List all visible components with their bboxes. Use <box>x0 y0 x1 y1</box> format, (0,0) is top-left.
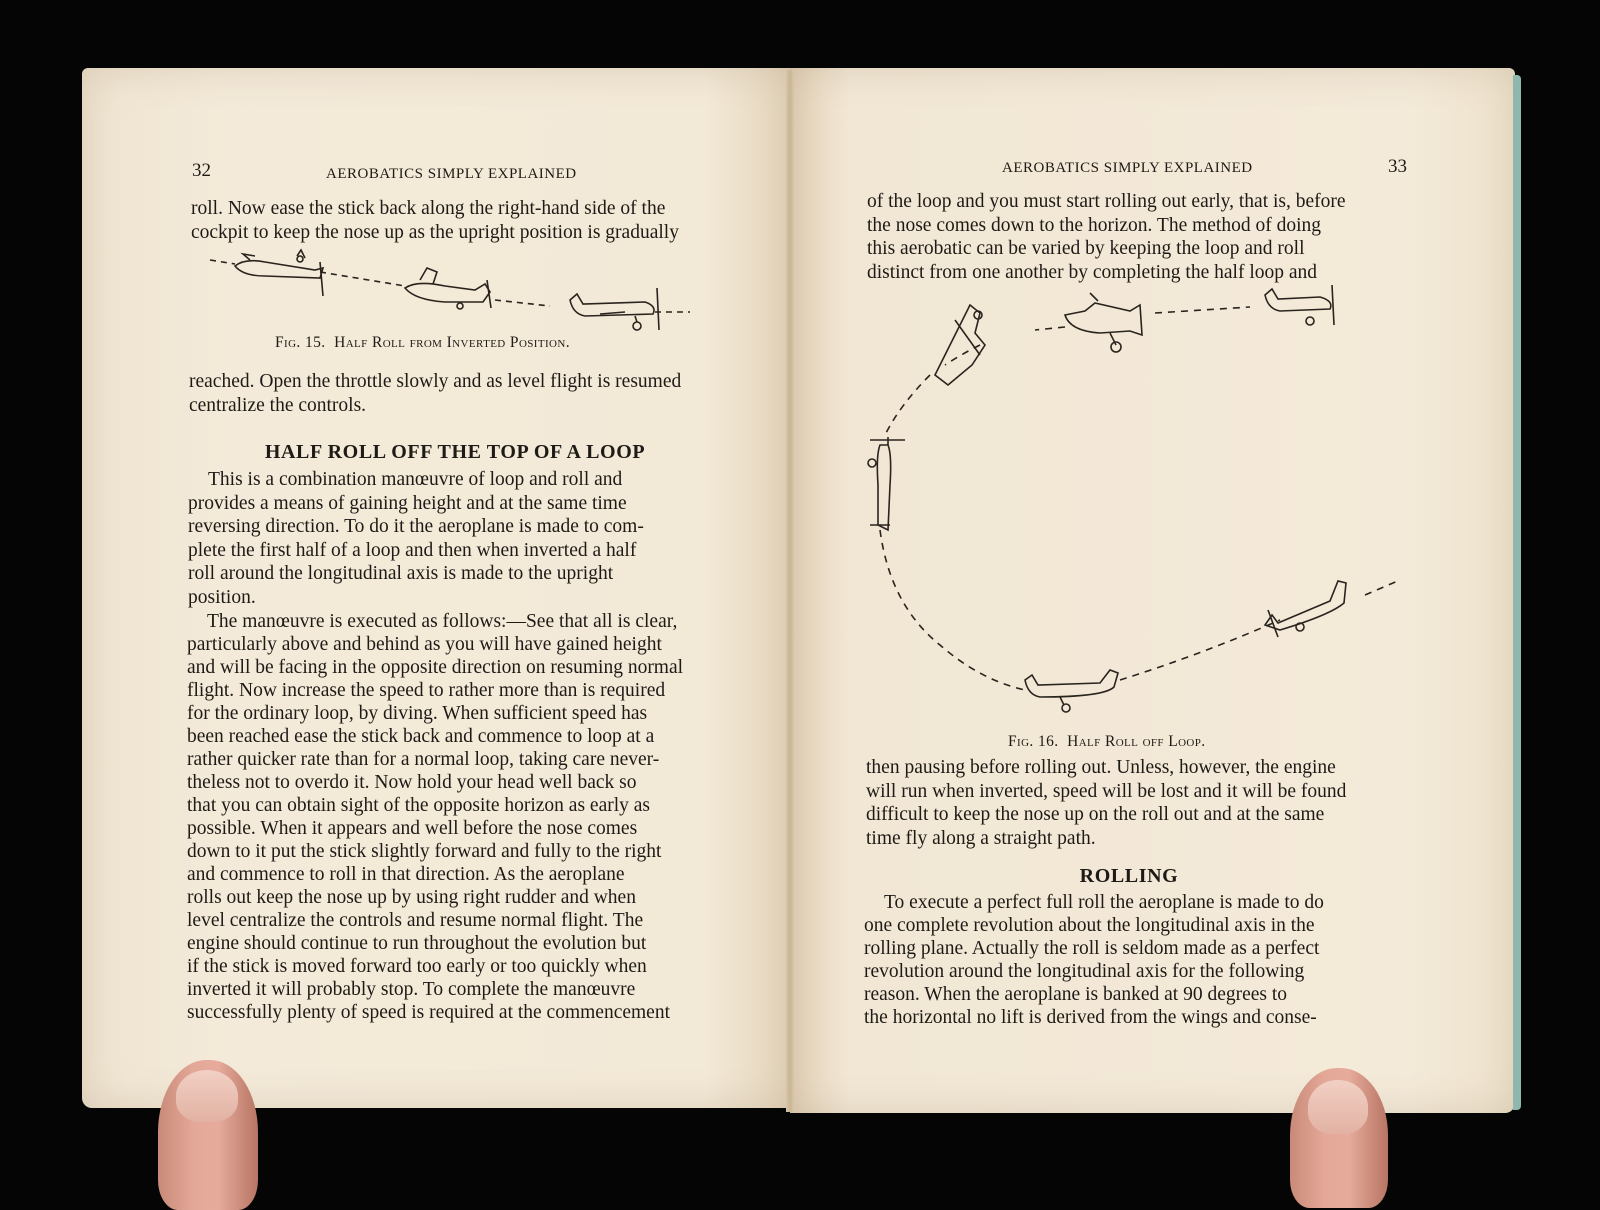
figure-15-caption <box>275 334 570 352</box>
figure-15-illustration <box>205 250 725 345</box>
text-line: reversing direction. To do it the aeroplane is made to com- <box>188 516 644 537</box>
rolling-plane-top-drawing <box>935 305 985 385</box>
book-gutter <box>786 70 794 1112</box>
left-paragraph-1 <box>188 468 720 609</box>
bottom-plane-drawing <box>1025 670 1118 712</box>
left-paragraph-2 <box>187 610 719 1024</box>
right-section-heading: ROLLING <box>1079 865 1179 887</box>
text-line: one complete revolution about the longitudinal axis in the <box>864 915 1315 936</box>
left-section-heading: HALF ROLL OFF THE TOP OF A LOOP <box>264 441 646 463</box>
text-line: difficult to keep the nose up on the roll out and at the same <box>866 804 1325 825</box>
text-line: reached. Open the throttle slowly and as level flight is resumed <box>189 371 682 392</box>
text-line: time fly along a straight path. <box>866 827 1096 849</box>
right-after-figure-text <box>866 756 1392 850</box>
level-plane-top-right-drawing <box>1265 285 1334 325</box>
text-line: of the loop and you must start rolling out early, that is, before <box>867 191 1346 212</box>
left-thumbnail <box>176 1070 238 1122</box>
upright-plane-drawing <box>570 288 659 330</box>
right-running-head: AEROBATICS SIMPLY EXPLAINED <box>1002 160 1253 176</box>
figure-16-title: Half Roll off Loop. <box>1067 733 1206 750</box>
rolling-plane-drawing <box>405 268 491 309</box>
text-line: distinct from one another by completing the half loop and <box>867 261 1318 283</box>
right-paragraph <box>864 891 1391 1029</box>
text-line: possible. When it appears and well before the nose comes <box>187 818 638 839</box>
right-thumbnail <box>1308 1080 1368 1134</box>
text-line: this aerobatic can be varied by keeping the loop and roll <box>867 238 1305 259</box>
left-running-head: AEROBATICS SIMPLY EXPLAINED <box>326 166 577 182</box>
text-line: and commence to roll in that direction. As the aeroplane <box>187 864 625 885</box>
left-thumb <box>158 1060 258 1210</box>
text-line: roll. Now ease the stick back along the right-hand side of the <box>191 198 666 219</box>
text-line: engine should continue to run throughout the evolution but <box>187 933 647 954</box>
text-line: the horizontal no lift is derived from the wings and conse- <box>864 1007 1317 1028</box>
inverted-plane-top-drawing <box>1065 293 1142 352</box>
text-line: To execute a perfect full roll the aeroplane is made to do <box>884 892 1324 913</box>
text-line: the nose comes down to the horizon. The method of doing <box>867 214 1322 236</box>
text-line: inverted it will probably stop. To complete the manœuvre <box>187 979 636 1000</box>
figure-16-label: Fig. 16. <box>1008 733 1059 750</box>
inverted-plane-drawing <box>235 250 323 296</box>
right-top-text <box>867 190 1405 284</box>
text-line: that you can obtain sight of the opposite horizon as early as <box>187 795 651 816</box>
text-line: level centralize the controls and resume normal flight. The <box>187 910 644 931</box>
text-line: if the stick is moved forward too early or too quickly when <box>187 956 647 977</box>
text-line: down to it put the stick slightly forward and fully to the right <box>187 841 662 862</box>
book-cover-edge <box>1513 75 1521 1110</box>
loop-flight-path <box>880 307 1400 690</box>
right-page-number: 33 <box>1388 156 1407 177</box>
text-line: cockpit to keep the nose up as the upright position is gradually <box>191 221 679 243</box>
text-line: roll around the longitudinal axis is made to the upright <box>188 563 614 584</box>
text-line: This is a combination manœuvre of loop and roll and <box>208 469 623 490</box>
figure-15-title: Half Roll from Inverted Position. <box>334 334 571 351</box>
text-line: rolls out keep the nose up by using right rudder and when <box>187 887 636 908</box>
left-page-number: 32 <box>192 160 211 181</box>
text-line: and will be facing in the opposite direction on resuming normal <box>187 657 684 678</box>
right-thumb <box>1290 1068 1388 1208</box>
text-line: theless not to overdo it. Now hold your head well back so <box>187 772 637 793</box>
text-line: particularly above and behind as you will have gained height <box>187 634 662 655</box>
figure-16-illustration <box>860 285 1420 725</box>
text-line: for the ordinary loop, by diving. When sufficient speed has <box>187 703 648 724</box>
text-line: rather quicker rate than for a normal loop, taking care never- <box>187 749 660 770</box>
text-line: will run when inverted, speed will be lost and it will be found <box>866 780 1347 802</box>
text-line: rolling plane. Actually the roll is seldom made as a perfect <box>864 938 1320 959</box>
text-line: successfully plenty of speed is required at the commencement <box>187 1002 671 1023</box>
text-line: centralize the controls. <box>189 394 367 416</box>
text-line: flight. Now increase the speed to rather more than is required <box>187 680 666 701</box>
figure-16-caption <box>1008 733 1206 751</box>
figure-15-label: Fig. 15. <box>275 334 326 351</box>
text-line: provides a means of gaining height and at the same time <box>188 492 627 514</box>
vertical-plane-drawing <box>868 437 905 530</box>
text-line: position. <box>188 586 256 608</box>
left-after-figure-text <box>189 370 721 417</box>
text-line: then pausing before rolling out. Unless, however, the engine <box>866 757 1336 778</box>
climbing-plane-drawing <box>1265 581 1346 637</box>
text-line: revolution around the longitudinal axis for the following <box>864 961 1305 982</box>
text-line: reason. When the aeroplane is banked at 90 degrees to <box>864 984 1288 1005</box>
text-line: The manœuvre is executed as follows:—See that all is clear, <box>207 611 678 632</box>
text-line: been reached ease the stick back and commence to loop at a <box>187 726 655 747</box>
text-line: plete the first half of a loop and then when inverted a half <box>188 539 637 561</box>
left-top-text <box>191 197 723 244</box>
